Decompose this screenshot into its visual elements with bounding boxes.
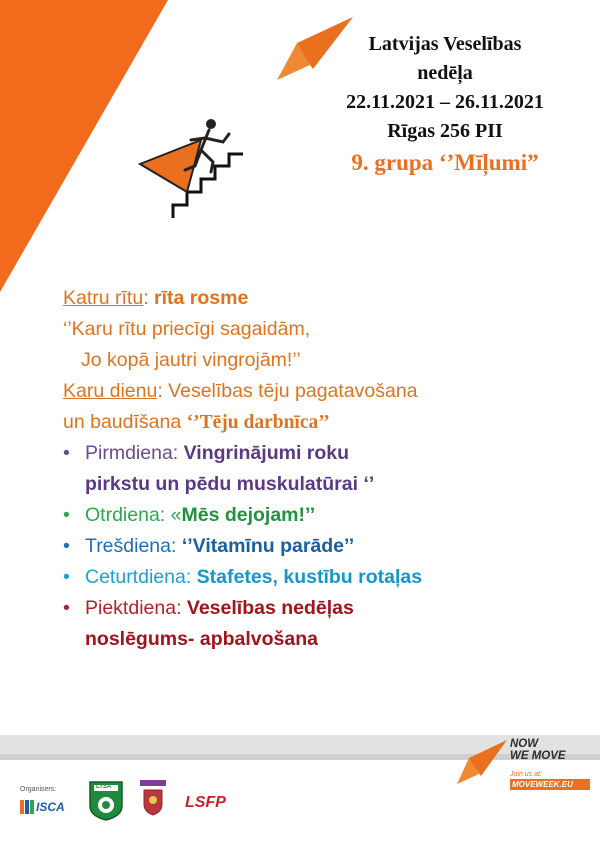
we-move-text: WE MOVE bbox=[510, 750, 566, 762]
day-activity-cont: noslēgums- apbalvošana bbox=[85, 628, 318, 650]
day-activity: Veselības nedēļas bbox=[186, 597, 354, 619]
morning-line bbox=[63, 283, 583, 314]
header-block bbox=[300, 30, 590, 146]
now-we-move-logo-icon bbox=[455, 738, 510, 788]
event-dates: 22.11.2021 – 26.11.2021 bbox=[346, 91, 544, 113]
day-label: Trešdiena: bbox=[85, 535, 182, 557]
day-item-monday bbox=[63, 438, 583, 469]
bullet-icon: • bbox=[63, 597, 70, 619]
organisers-label: Organisers: bbox=[20, 786, 57, 793]
ministry-emblem-icon bbox=[138, 778, 168, 818]
isca-logo bbox=[20, 796, 70, 818]
daily-label: Karu dienu bbox=[63, 380, 158, 402]
bullet-icon: • bbox=[63, 566, 70, 588]
schedule-body bbox=[63, 283, 583, 655]
bullet-icon: • bbox=[63, 504, 70, 526]
day-label: Ceturtdiena: bbox=[85, 566, 197, 588]
now-we-move-text bbox=[510, 738, 590, 762]
day-item-tuesday bbox=[63, 500, 583, 531]
event-title-line2: nedēļa bbox=[417, 62, 473, 84]
day-label: Piektdiena: bbox=[85, 597, 187, 619]
isca-mark-icon bbox=[20, 800, 34, 814]
day-activity: Vingrinājumi roku bbox=[183, 442, 350, 464]
bullet-icon: • bbox=[63, 442, 70, 464]
lsfp-text: LSFP bbox=[185, 794, 226, 811]
daily-line2-prefix: un baudīšana bbox=[63, 411, 187, 433]
moveweek-url[interactable]: MOVEWEEK.EU bbox=[510, 779, 590, 790]
daily-line2 bbox=[63, 407, 583, 438]
day-item-monday-cont bbox=[63, 469, 583, 500]
daily-text: : Veselības tēju pagatavošana bbox=[157, 380, 418, 402]
day-label: Otrdiena: « bbox=[85, 504, 182, 526]
day-item-thursday bbox=[63, 562, 583, 593]
day-activity-cont: pirkstu un pēdu muskulatūrai ‘’ bbox=[85, 473, 375, 495]
morning-quote-line1: ‘’Karu rītu priecīgi sagaidām, bbox=[63, 318, 311, 340]
event-title-line1: Latvijas Veselības bbox=[368, 33, 522, 55]
ltsa-text: LTSA bbox=[96, 784, 112, 790]
morning-sep: : bbox=[143, 287, 155, 309]
day-activity: Stafetes, kustību rotaļas bbox=[196, 566, 423, 588]
now-text: NOW bbox=[510, 738, 539, 750]
runner-stairs-icon bbox=[135, 110, 250, 230]
day-label: Pirmdiena: bbox=[85, 442, 184, 464]
day-activity: ‘’Vitamīnu parāde’’ bbox=[181, 535, 355, 557]
daily-workshop-title: ‘’Tēju darbnīca’’ bbox=[186, 412, 330, 433]
day-activity: Mēs dejojam!’’ bbox=[181, 504, 316, 526]
lsfp-logo bbox=[185, 794, 245, 818]
bullet-icon: • bbox=[63, 535, 70, 557]
morning-label: Katru rītu bbox=[63, 287, 144, 309]
day-item-friday bbox=[63, 593, 583, 624]
morning-activity: rīta rosme bbox=[154, 287, 249, 309]
isca-text: ISCA bbox=[36, 800, 65, 814]
join-us-text: Join us at: bbox=[510, 771, 542, 778]
day-item-friday-cont bbox=[63, 624, 583, 655]
daily-line bbox=[63, 376, 583, 407]
morning-quote-line2: Jo kopā jautri vingrojām!’’ bbox=[81, 349, 301, 371]
school-name: Rīgas 256 PII bbox=[387, 120, 503, 142]
day-item-wednesday bbox=[63, 531, 583, 562]
group-name: 9. grupa ‘’Mīļumi” bbox=[351, 150, 539, 175]
